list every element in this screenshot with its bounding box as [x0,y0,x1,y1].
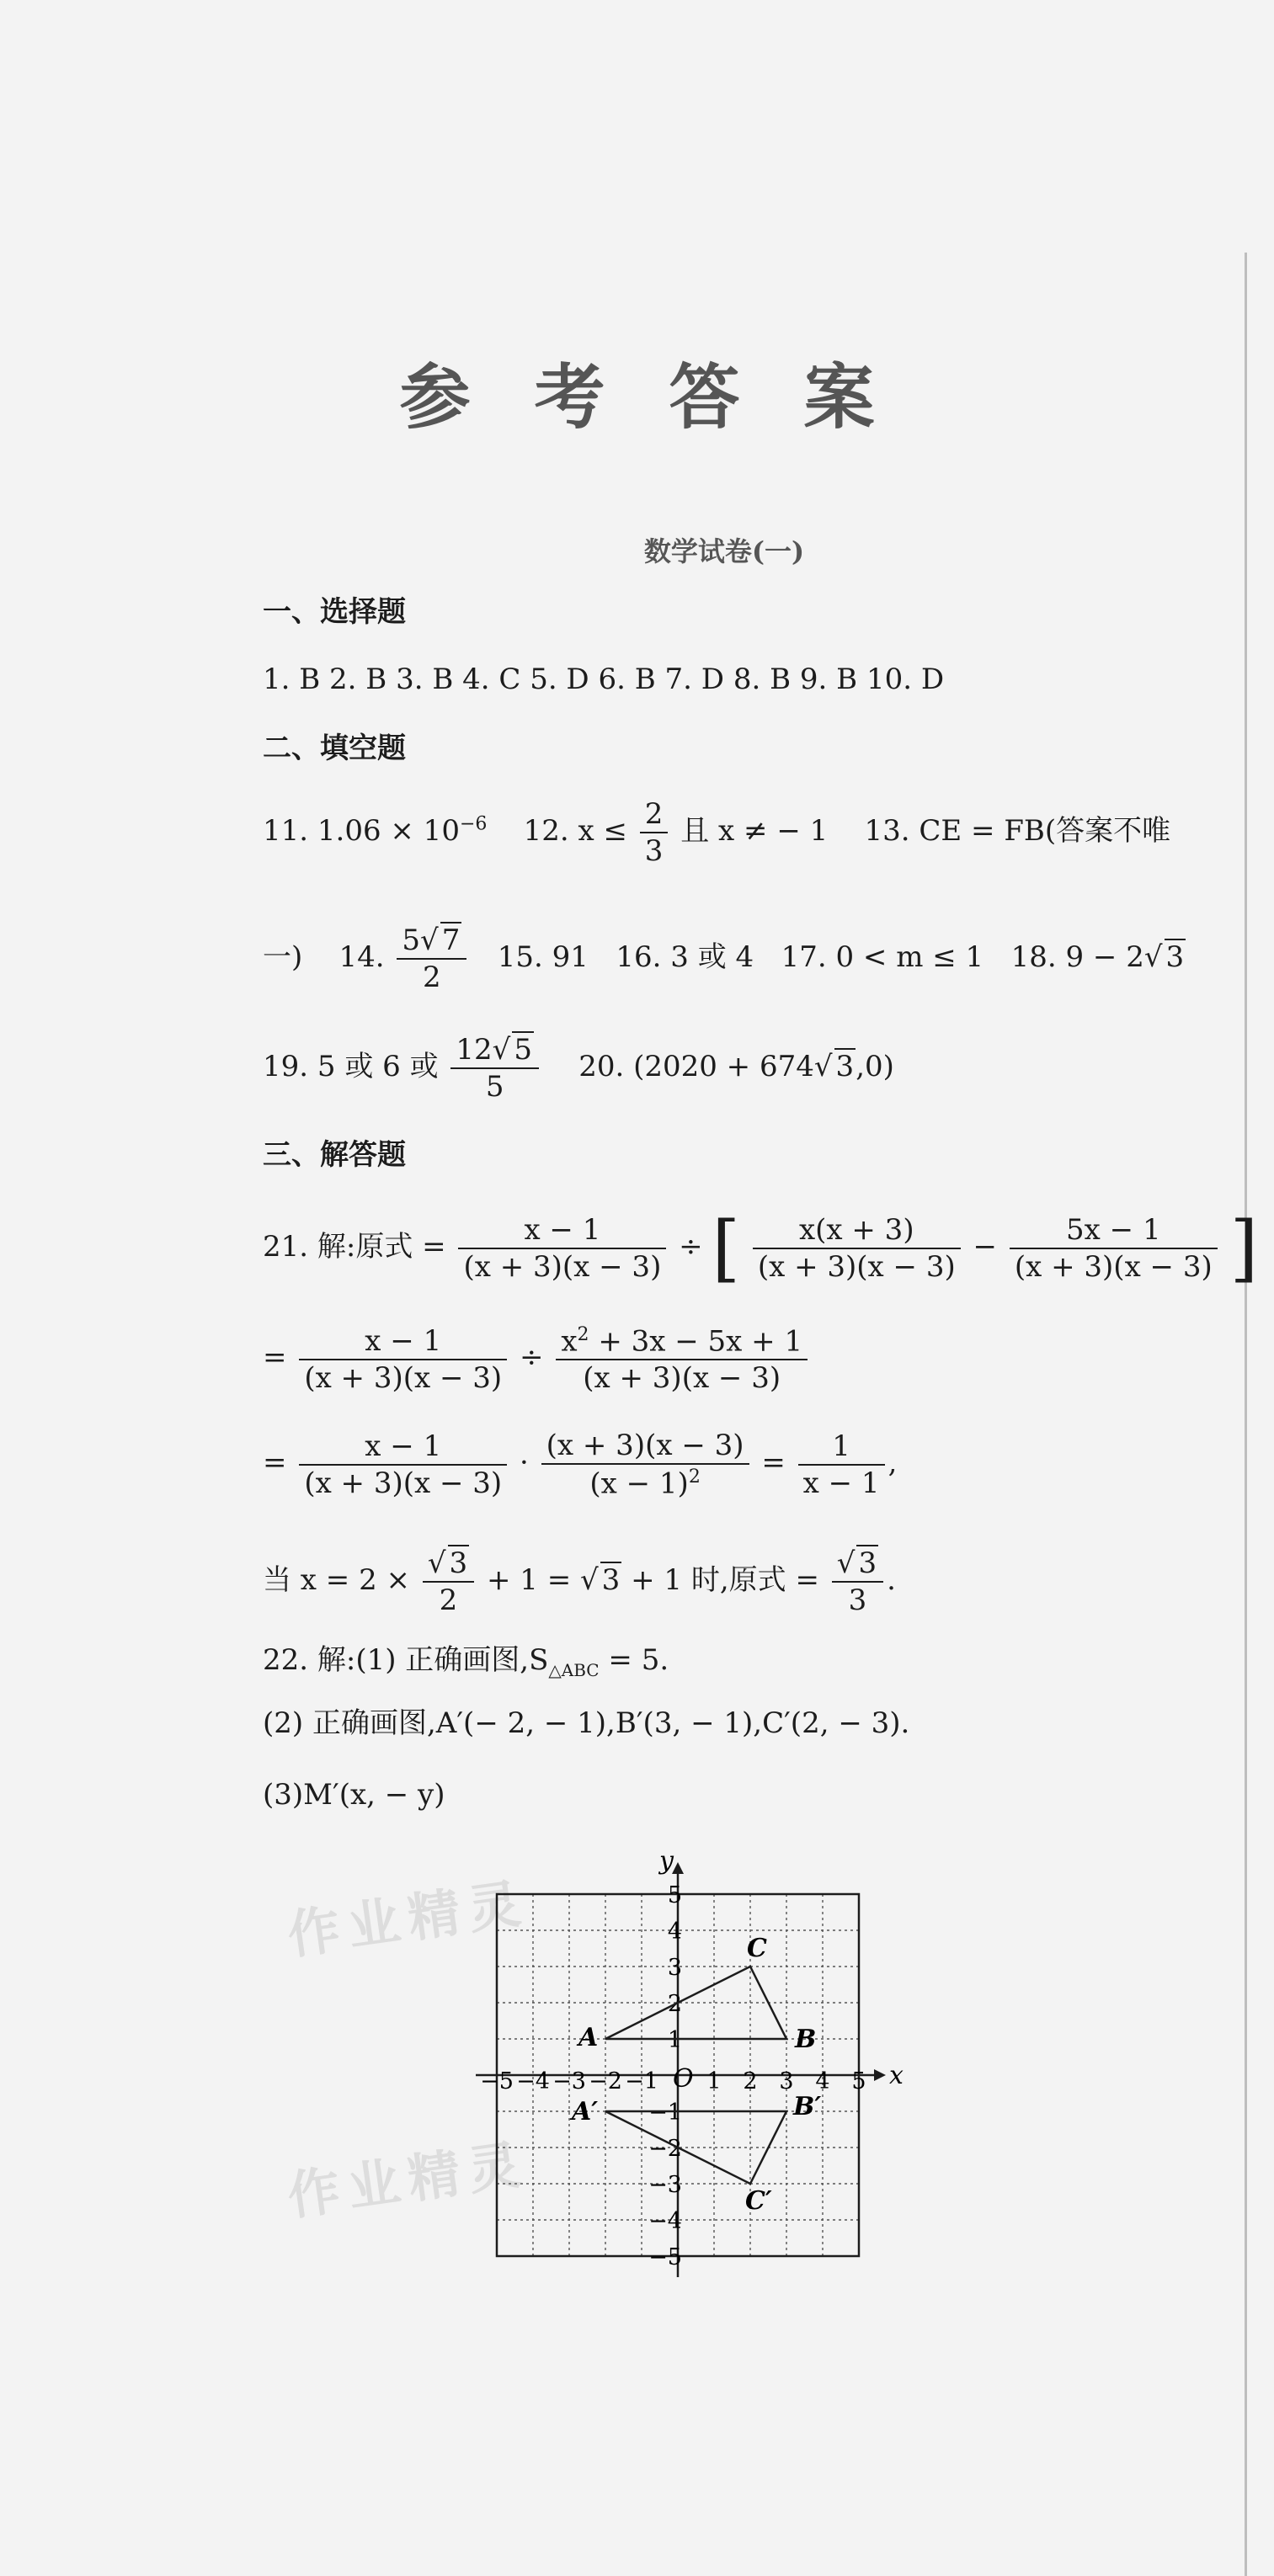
x-tick-label: −3 [552,2068,586,2094]
x-tick-label: 3 [779,2068,794,2094]
y-tick-label: −2 [648,2136,682,2162]
y-tick-label: 4 [667,1919,682,1945]
y-tick-label: −4 [648,2208,682,2234]
x-tick-label: −4 [516,2068,550,2094]
vertex-label: C [747,1934,767,1963]
q21-line-3: = $\frac{x - 1}{(x + 3)(x - 3)}$ · $\frac{(x + 3)(x - 3)}{(x - 1)^2}$ = $\frac{1}{x - 1}$ , [263,1429,898,1501]
q21-fraction-1: $\frac{x - 1}{(x + 3)(x - 3)}$ [458,1216,666,1281]
y-tick-label: 5 [667,1882,682,1908]
x-tick-label: −1 [625,2068,658,2094]
paper-subtitle: 数学试卷(一) [643,535,805,567]
title-char: 答 [669,355,740,439]
title-char: 案 [803,355,875,439]
q19-fraction: $\frac{12√ 5}{5}$ [450,1035,539,1101]
q22-line-2: (2) 正确画图,A′(− 2, − 1),B′(3, − 1),C′(2, − 3). [263,1706,910,1740]
y-axis-arrow-icon [672,1862,684,1874]
section-fill-heading: 二、填空题 [263,732,406,765]
watermark: 作业精灵 [284,1871,533,1967]
q21-line-2: = $\frac{x - 1}{(x + 3)(x - 3)}$ ÷ $\frac{x^2 + 3x - 5x + 1}{(x + 3)(x - 3)}$ [263,1326,811,1392]
q21-line-4: 当 x = 2 × $\frac{√ 3}{2}$ + 1 = √ 3 + 1 时,原式 = $\frac{√ 3}{3}$ . [263,1546,896,1617]
q21-fraction-5: $\frac{x^2 + 3x - 5x + 1}{(x + 3)(x - 3)}$ [556,1326,808,1392]
section-choice-heading: 一、选择题 [263,595,406,629]
page-spine-line [1245,253,1247,2576]
title-char: 参 [399,355,471,439]
q21-fraction-4: $\frac{x - 1}{(x + 3)(x - 3)}$ [299,1327,507,1392]
q18: 18. 9 − 2√ 3 [1010,940,1185,974]
q21-fraction-8: $\frac{1}{x - 1}$ [798,1432,885,1498]
vertex-label: B′ [793,2092,822,2121]
y-tick-label: 2 [667,1991,682,2017]
choice-answers: 1. B 2. B 3. B 4. C 5. D 6. B 7. D 8. B 9. B 10. D [263,663,945,696]
q21-fraction-3: $\frac{5x - 1}{(x + 3)(x - 3)}$ [1010,1216,1218,1281]
vertex-label: B [795,2025,817,2054]
x-tick-label: −5 [480,2068,514,2094]
y-tick-label: −5 [648,2244,682,2270]
q12-suffix: 且 x ≠ − 1 [680,814,829,848]
x-tick-label: 1 [706,2068,722,2094]
q22-line-1: 22. 解:(1) 正确画图$,S_{\triangle ABC} = 5$. [263,1643,669,1680]
q22-line-3: (3)M′(x, − y) [263,1778,445,1812]
q12-fraction: $\frac{2}{3}$ [640,800,669,865]
section-solution-heading: 三、解答题 [263,1138,406,1172]
q13-continued: 一) [263,940,303,974]
q15: 15. 91 [497,940,589,974]
q21-fraction-10: $\frac{√ 3}{3}$ [832,1549,883,1615]
q17: 17. 0 < m ≤ 1 [781,940,984,974]
x-tick-label: 5 [851,2068,866,2094]
page-title [0,341,1274,439]
q16: 16. 3 或 4 [616,940,754,974]
fill-line-1 [263,797,1171,868]
title-char: 考 [534,355,605,439]
q21-fraction-9: $\frac{√ 3}{2}$ [423,1549,474,1615]
vertex-label: C′ [745,2186,772,2216]
q11: 11. $1.06 \times 10^{-6}$ [263,813,488,848]
q21-fraction-7: $\frac{(x + 3)(x - 3)}{(x - 1)^2}$ [541,1431,749,1498]
x-axis-label: x [889,2061,904,2090]
q13: 13. CE = FB(答案不唯 [864,814,1171,848]
q14-prefix: 14. [338,940,385,974]
y-tick-label: −3 [648,2172,682,2198]
fill-line-2 [263,923,1186,994]
y-tick-label: −1 [648,2100,682,2126]
q12-prefix: 12. x ≤ [523,814,627,848]
fill-line-3 [263,1033,894,1104]
watermark: 作业精灵 [284,2132,533,2227]
y-tick-label: 3 [667,1955,682,1981]
q14-fraction: $\frac{5√ 7}{2}$ [397,926,466,992]
vertex-label: A′ [572,2097,599,2126]
coordinate-graph [472,1839,943,2294]
x-tick-label: 4 [815,2068,830,2094]
x-axis-arrow-icon [874,2069,886,2081]
q21-line-1: 21. 解:原式 = $\frac{x - 1}{(x + 3)(x - 3)}$ ÷ [ $\frac{x(x + 3)}{(x + 3)(x - 3)}$ − $\frac{5x - 1}{(x + 3)(x - 3)}$ ] [263,1206,1259,1291]
right-bracket: ] [1229,1206,1259,1291]
q21-fraction-2: $\frac{x(x + 3)}{(x + 3)(x - 3)}$ [753,1216,961,1281]
x-tick-label: 2 [743,2068,758,2094]
q21-fraction-6: $\frac{x - 1}{(x + 3)(x - 3)}$ [299,1432,507,1498]
y-tick-label: 1 [667,2027,682,2053]
y-axis-label: y [659,1846,674,1876]
q19-prefix: 19. 5 或 6 或 [263,1050,439,1083]
left-bracket: [ [712,1206,741,1291]
q20: 20. (2020 + 674√ 3,0) [578,1050,894,1083]
x-tick-label: −2 [589,2068,622,2094]
vertex-label: A [578,2023,599,2052]
origin-label: O [673,2064,694,2094]
